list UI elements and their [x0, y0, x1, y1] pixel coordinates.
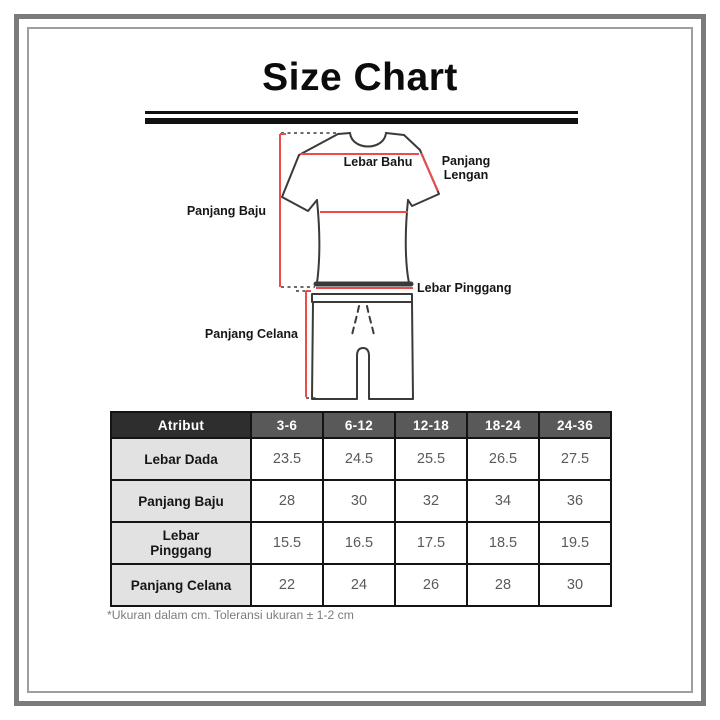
shorts-outline [312, 294, 413, 399]
cell-lebar-dada-18-24: 26.5 [467, 438, 539, 480]
fly-dash-right [367, 306, 374, 335]
cell-panjang-baju-24-36: 36 [539, 480, 611, 522]
cell-panjang-celana-24-36: 30 [539, 564, 611, 606]
col-header-atribut: Atribut [111, 412, 251, 438]
label-lebar-pinggang: Lebar Pinggang [417, 281, 512, 295]
size-table [110, 411, 612, 607]
page-title: Size Chart [262, 56, 458, 99]
label-panjang-baju: Panjang Baju [186, 204, 266, 218]
row-label-lebar-pinggang: Lebar Pinggang [111, 522, 251, 564]
col-header-18-24: 18-24 [467, 412, 539, 438]
cell-panjang-celana-3-6: 22 [251, 564, 323, 606]
col-header-6-12: 6-12 [323, 412, 395, 438]
table-row [111, 522, 611, 564]
table-header-row [111, 412, 611, 438]
fly-dash-left [352, 306, 359, 335]
table-row [111, 438, 611, 480]
cell-lebar-dada-24-36: 27.5 [539, 438, 611, 480]
cell-panjang-baju-6-12: 30 [323, 480, 395, 522]
cell-panjang-baju-12-18: 32 [395, 480, 467, 522]
label-panjang-celana: Panjang Celana [204, 327, 298, 341]
col-header-24-36: 24-36 [539, 412, 611, 438]
table-row [111, 480, 611, 522]
row-label-panjang-celana: Panjang Celana [111, 564, 251, 606]
cell-lebar-dada-3-6: 23.5 [251, 438, 323, 480]
collar-curve [350, 133, 386, 147]
label-lebar-bahu: Lebar Bahu [343, 155, 413, 169]
cell-lebar-pinggang-12-18: 17.5 [395, 522, 467, 564]
cell-lebar-pinggang-3-6: 15.5 [251, 522, 323, 564]
cell-panjang-celana-12-18: 26 [395, 564, 467, 606]
waistband [312, 294, 412, 302]
cell-lebar-pinggang-18-24: 18.5 [467, 522, 539, 564]
cell-lebar-dada-12-18: 25.5 [395, 438, 467, 480]
measurement-lines [280, 134, 438, 397]
cell-lebar-pinggang-24-36: 19.5 [539, 522, 611, 564]
cell-lebar-dada-6-12: 24.5 [323, 438, 395, 480]
cell-panjang-celana-6-12: 24 [323, 564, 395, 606]
col-header-12-18: 12-18 [395, 412, 467, 438]
row-label-lebar-dada: Lebar Dada [111, 438, 251, 480]
table-row [111, 564, 611, 606]
col-header-3-6: 3-6 [251, 412, 323, 438]
extension-dashed-lines [281, 133, 336, 398]
cell-panjang-baju-18-24: 34 [467, 480, 539, 522]
size-footnote: *Ukuran dalam cm. Toleransi ukuran ± 1-2 cm [107, 608, 354, 622]
cell-panjang-baju-3-6: 28 [251, 480, 323, 522]
cell-panjang-celana-18-24: 28 [467, 564, 539, 606]
cell-lebar-pinggang-6-12: 16.5 [323, 522, 395, 564]
row-label-panjang-baju: Panjang Baju [111, 480, 251, 522]
label-panjang-lengan: Panjang Lengan [441, 154, 491, 182]
